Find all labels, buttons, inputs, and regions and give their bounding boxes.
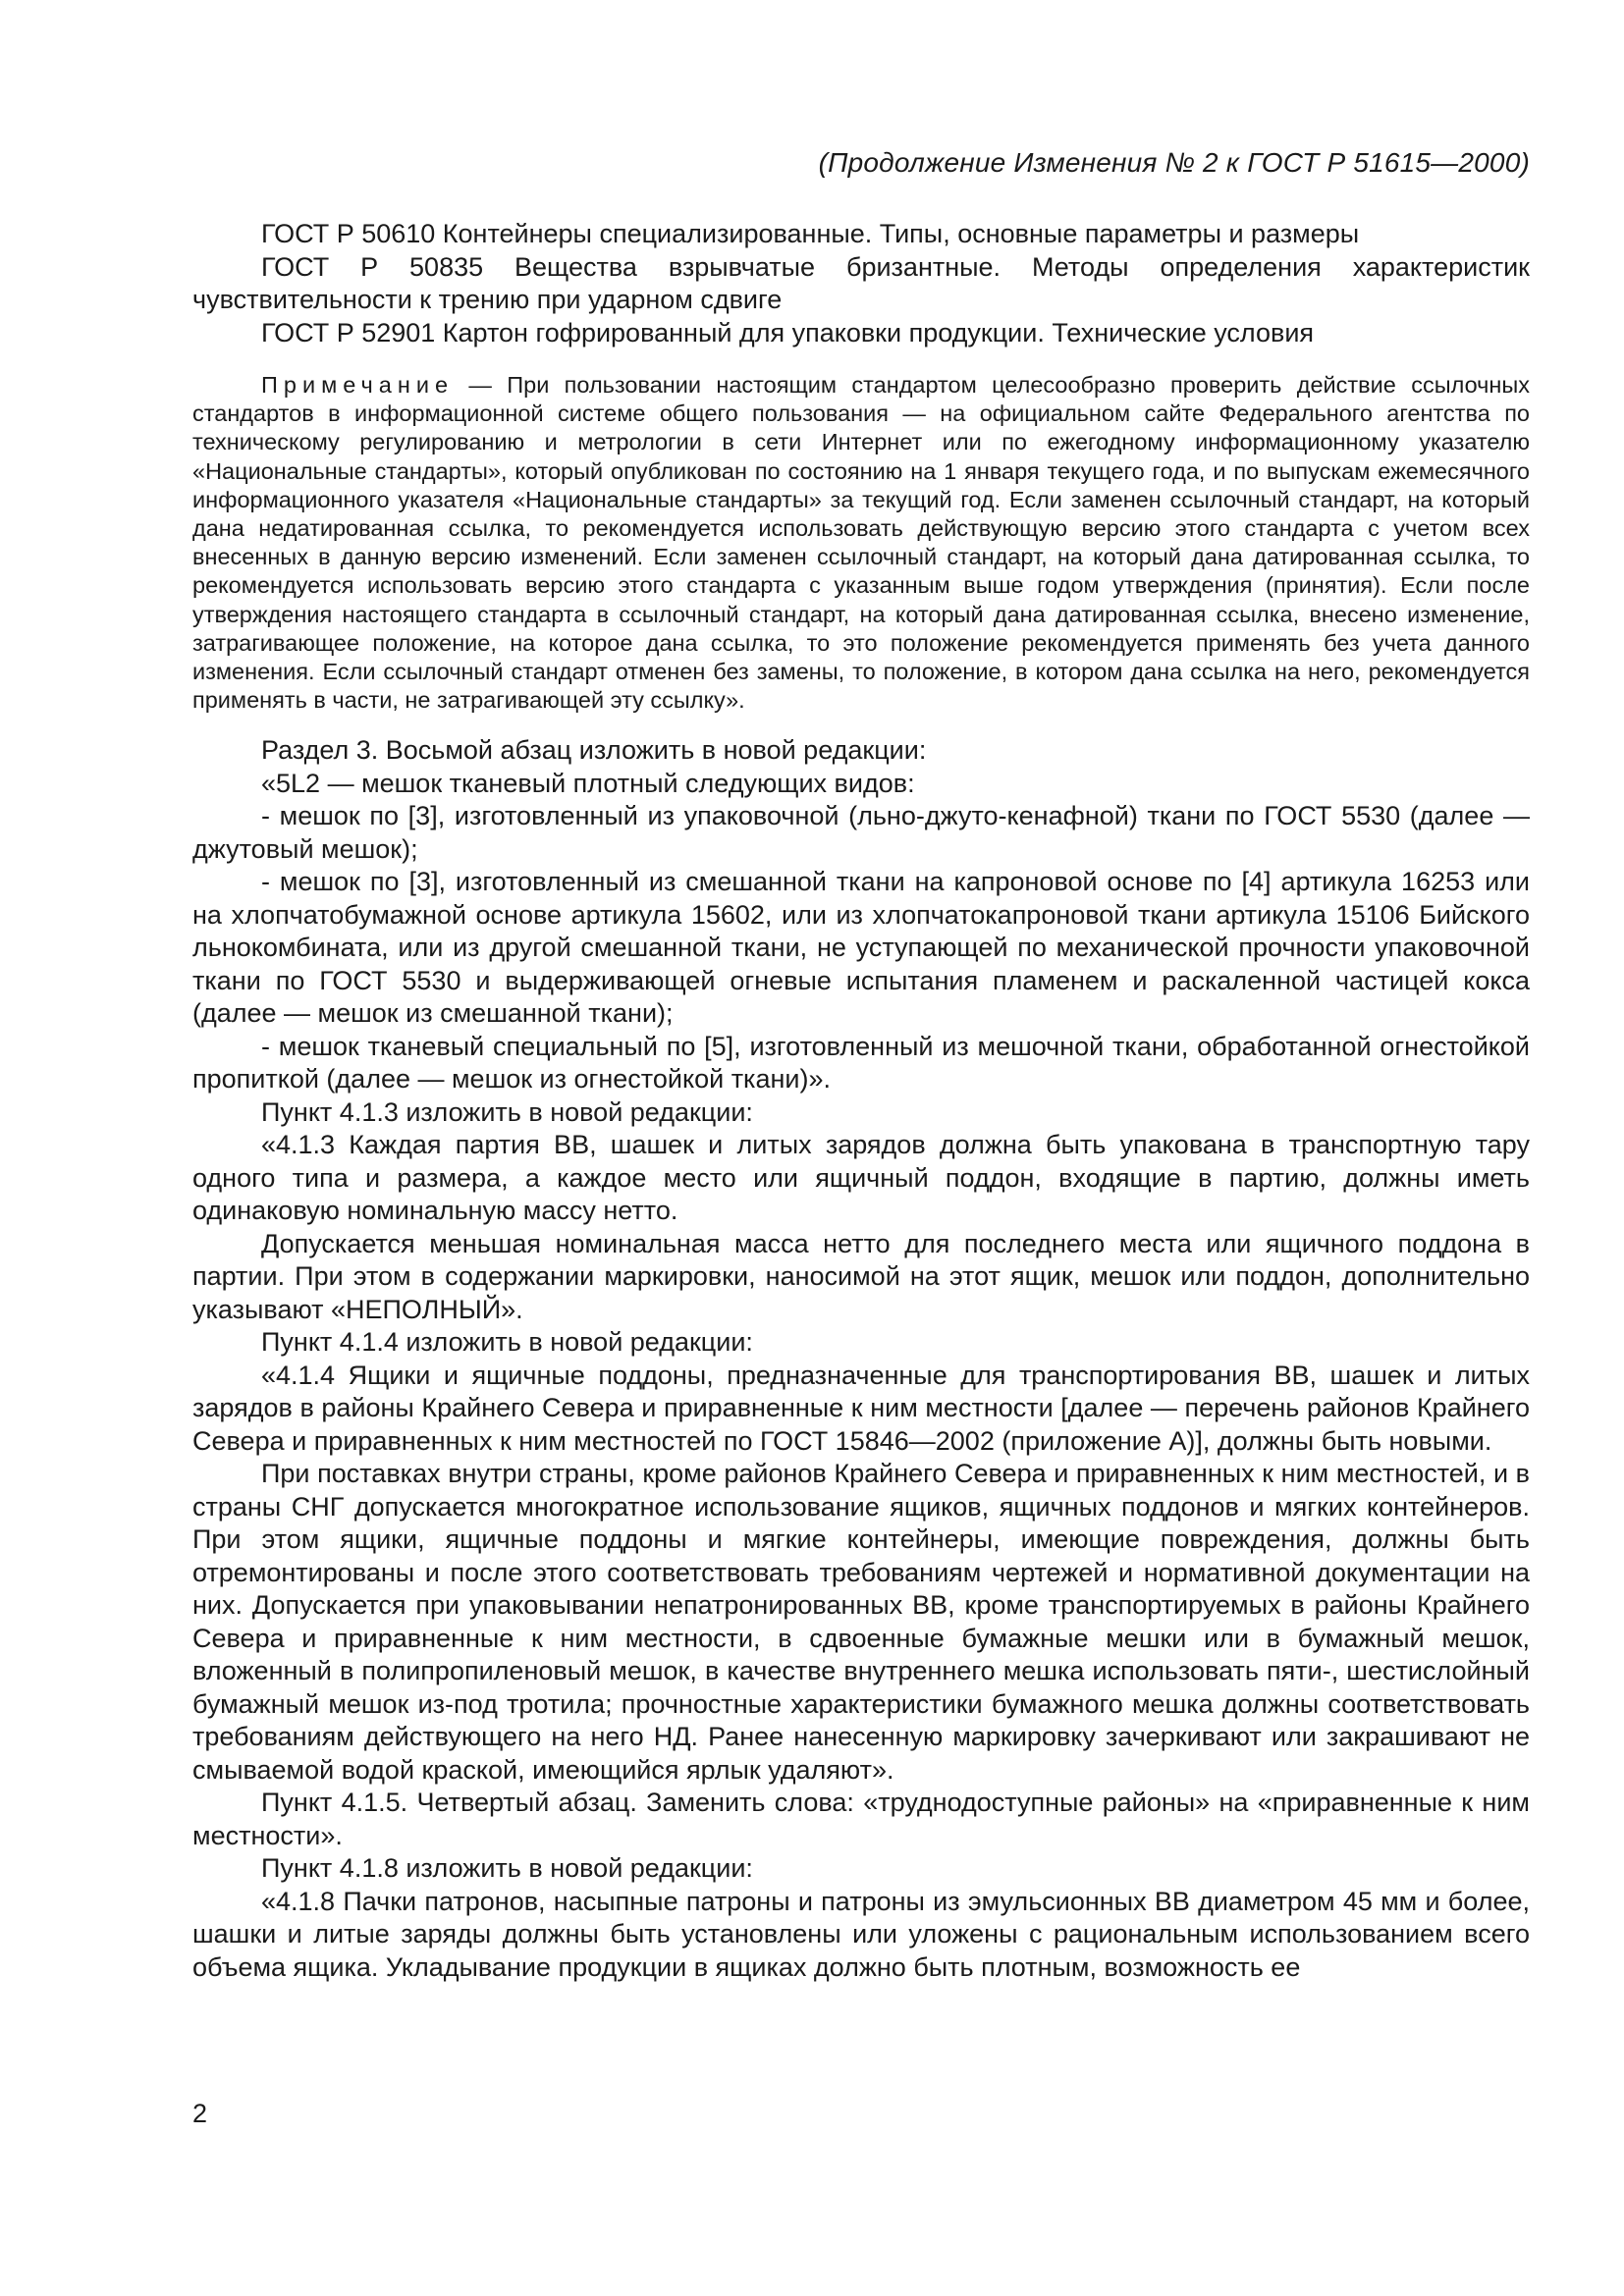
body-paragraph: - мешок тканевый специальный по [5], изготовленный из мешочной ткани, обработанной огнестойкой пропиткой (далее — мешок из огнестойкой ткани)». [192,1031,1530,1095]
reference-line: ГОСТ Р 50835 Вещества взрывчатые бризантные. Методы определения характеристик чувствительности к трению при ударном сдвиге [192,251,1530,314]
body-paragraph: «5L2 — мешок тканевый плотный следующих видов: [261,768,915,798]
note-label: Примечание [261,372,455,398]
body-paragraph: Пункт 4.1.5. Четвертый абзац. Заменить слова: «труднодоступные районы» на «приравненные к ним местности». [192,1788,1530,1850]
note-paragraph [192,371,1530,715]
body-paragraph: Пункт 4.1.4 изложить в новой редакции: [261,1327,753,1358]
body-paragraph: «4.1.3 Каждая партия ВВ, шашек и литых зарядов должна быть упакована в транспортную тару одного типа и размера, а каждое место или ящичный поддон, входящие в партию, должны иметь одинаковую номинальную массу нетто. [192,1130,1530,1226]
page-header: (Продолжение Изменения № 2 к ГОСТ Р 51615—2000) [818,147,1530,178]
page-number: 2 [192,2099,208,2128]
document-page [192,145,1530,1984]
body-paragraph: Допускается меньшая номинальная масса нетто для последнего места или ящичного поддона в партии. При этом в содержании маркировки, наносимой на этот ящик, мешок или поддон, дополнительно указывают «НЕПОЛНЫЙ». [192,1228,1530,1324]
body-paragraph: - мешок по [3], изготовленный из смешанной ткани на капроновой основе по [4] артикула 16253 или на хлопчатобумажной основе артикула 15602, или из хлопчатокапроновой ткани артикула 15106 Бийского льнокомбината, или из другой смешанной ткани, не уступающей по механической прочности упаковочной ткани по ГОСТ 5530 и выдерживающей огневые испытания пламенем и раскаленной частицей кокса (далее — мешок из смешанной ткани); [192,867,1530,1029]
body-paragraph: При поставках внутри страны, кроме районов Крайнего Севера и приравненных к ним местностей, и в страны СНГ допускается многократное использование ящиков, ящичных поддонов и мягких контейнеров. При этом ящики, ящичные поддоны и мягкие контейнеры, имеющие повреждения, должны быть отремонтированы и после этого соответствовать требованиям чертежей и нормативной документации на них. Допускается при упаковывании непатронированных ВВ, кроме транспортируемых в районы Крайнего Севера и приравненные к ним местности, в сдвоенные бумажные мешки или в бумажный мешок, вложенный в полипропиленовый мешок, в качестве внутреннего мешка использовать пяти-, шестислойный бумажный мешок из-под тротила; прочностные характеристики бумажного мешка должны соответствовать требованиям действующего на него НД. Ранее нанесенную маркировку зачеркивают или закрашивают не смываемой водой краской, имеющийся ярлык удаляют». [192,1459,1530,1785]
body-paragraph: Раздел 3. Восьмой абзац изложить в новой редакции: [261,735,927,766]
reference-line: ГОСТ Р 50610 Контейнеры специализированные. Типы, основные параметры и размеры [261,219,1360,248]
body-paragraph: «4.1.8 Пачки патронов, насыпные патроны и патроны из эмульсионных ВВ диаметром 45 мм и более, шашки и литые заряды должны быть установлены или уложены с рациональным использованием всего объема ящика. Укладывание продукции в ящиках должно быть плотным, возможность ее [192,1886,1530,1982]
body-paragraph: Пункт 4.1.8 изложить в новой редакции: [261,1853,753,1884]
body-paragraph: «4.1.4 Ящики и ящичные поддоны, предназначенные для транспортирования ВВ, шашек и литых зарядов в районы Крайнего Севера и приравненные к ним местности [далее — перечень районов Крайнего Севера и приравненных к ним местностей по ГОСТ 15846—2002 (приложение А)], должны быть новыми. [192,1360,1530,1456]
note-text: — При пользовании настоящим стандартом целесообразно проверить действие ссылочных стандартов в информационной системе общего пользования — на официальном сайте Федерального агентства по техническому регулированию и метрологии в сети Интернет или по ежегодному информационному указателю «Национальные стандарты», который опубликован по состоянию на 1 января текущего года, и по выпускам ежемесячного информационного указателя «Национальные стандарты» за текущий год. Если заменен ссылочный стандарт, на который дана недатированная ссылка, то рекомендуется использовать действующую версию этого стандарта с учетом всех внесенных в данную версию изменений. Если заменен ссылочный стандарт, на который дана датированная ссылка, то рекомендуется использовать версию этого стандарта с указанным выше годом утверждения (принятия). Если после утверждения настоящего стандарта в ссылочный стандарт, на который дана датированная ссылка, внесено изменение, затрагивающее положение, на которое дана ссылка, то это положение рекомендуется применять без учета данного изменения. Если ссылочный стандарт отменен без замены, то положение, в котором дана ссылка на него, рекомендуется применять в части, не затрагивающей эту ссылку». [192,372,1530,714]
body-paragraph: Пункт 4.1.3 изложить в новой редакции: [261,1096,753,1127]
reference-line: ГОСТ Р 52901 Картон гофрированный для упаковки продукции. Технические условия [261,317,1315,347]
body-paragraph: - мешок по [3], изготовленный из упаковочной (льно-джуто-кенафной) ткани по ГОСТ 5530 (далее — джутовый мешок); [192,801,1530,864]
